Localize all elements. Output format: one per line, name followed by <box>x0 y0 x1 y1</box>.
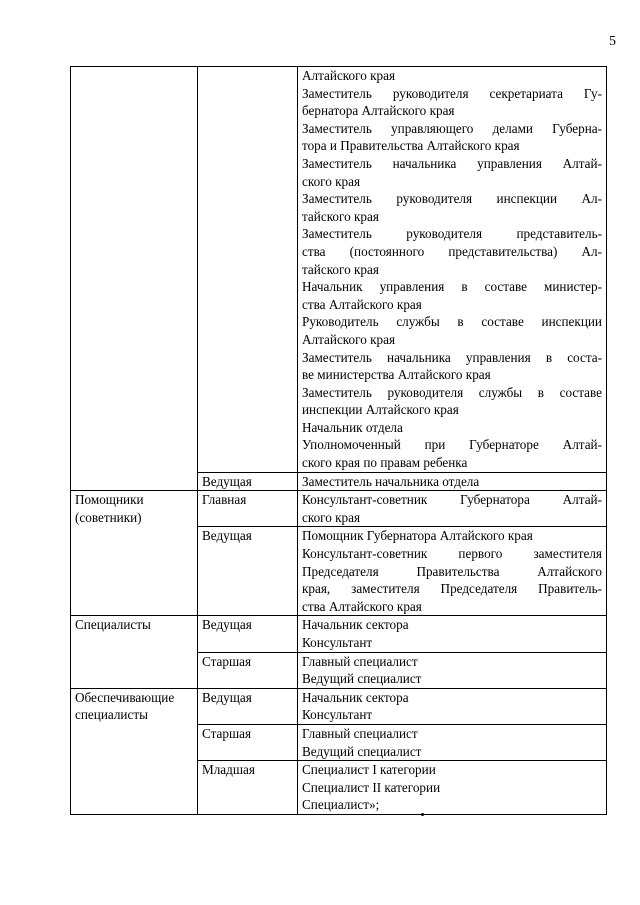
position-line: Заместитель руководителя инспекции Ал- <box>302 191 602 207</box>
category-cell: Ведущая <box>198 688 298 724</box>
group-cell <box>71 67 198 491</box>
category-cell <box>198 67 298 473</box>
category-cell: Главная <box>198 491 298 527</box>
group-cell: Помощники (советники) <box>71 491 198 616</box>
group-cell: Обеспечивающие специалисты <box>71 688 198 814</box>
category-cell: Ведущая <box>198 472 298 491</box>
category-cell: Ведущая <box>198 527 298 616</box>
category-cell: Старшая <box>198 724 298 760</box>
position-line: Заместитель руководителя секретариата Гу- <box>302 85 602 101</box>
position-line: Специалист»; <box>302 797 380 813</box>
position-line: ского края по правам ребенка <box>302 455 468 471</box>
position-line: бернатора Алтайского края <box>302 103 455 119</box>
position-line: Главный специалист <box>302 653 418 669</box>
position-line: Ведущий специалист <box>302 671 422 687</box>
position-line: тайского края <box>302 208 379 224</box>
category-cell: Старшая <box>198 652 298 688</box>
positions-cell <box>298 652 607 688</box>
position-line: края, заместителя Председателя Правитель- <box>302 581 602 597</box>
position-line: ства Алтайского края <box>302 296 422 312</box>
position-line: ства (постоянного представительства) Ал- <box>302 243 602 259</box>
positions-cell <box>298 616 607 652</box>
position-line: Консультант-советник Губернатора Алтай- <box>302 492 602 508</box>
position-line: тора и Правительства Алтайского края <box>302 138 520 154</box>
position-line: Председателя Правительства Алтайского <box>302 563 602 579</box>
position-line: Алтайского края <box>302 68 396 83</box>
category-cell: Ведущая <box>198 616 298 652</box>
position-line: ского края <box>302 509 361 525</box>
position-line: ства Алтайского края <box>302 598 422 614</box>
positions-cell <box>298 527 607 616</box>
positions-cell <box>298 688 607 724</box>
positions-cell <box>298 761 607 815</box>
position-line: Заместитель начальника управления Алтай- <box>302 155 602 171</box>
page-number: 5 <box>609 34 616 49</box>
position-line: Заместитель начальника управления в соста- <box>302 349 602 365</box>
positions-cell <box>298 491 607 527</box>
position-line: Специалист I категории <box>302 762 436 778</box>
position-line: инспекции Алтайского края <box>302 402 459 418</box>
group-cell: Специалисты <box>71 616 198 688</box>
position-line: Заместитель начальника отдела <box>302 473 480 489</box>
position-line: Заместитель руководителя представитель- <box>302 226 602 242</box>
position-line: Консультант-советник первого заместителя <box>302 546 602 562</box>
position-line: Помощник Губернатора Алтайского края <box>302 528 533 544</box>
position-line: Начальник отдела <box>302 419 403 435</box>
position-line: Алтайского края <box>302 331 396 347</box>
position-line: Заместитель управляющего делами Губерна- <box>302 120 602 136</box>
position-line: Уполномоченный при Губернаторе Алтай- <box>302 437 602 453</box>
position-line: Консультант <box>302 707 373 723</box>
positions-table <box>70 66 607 815</box>
position-line: Руководитель службы в составе инспекции <box>302 314 602 330</box>
table-row <box>71 491 607 527</box>
position-line: Ведущий специалист <box>302 743 422 759</box>
position-line: Начальник сектора <box>302 689 409 705</box>
positions-cell <box>298 724 607 760</box>
position-line: Специалист II категории <box>302 779 441 795</box>
category-cell: Младшая <box>198 761 298 815</box>
table-row <box>71 688 607 724</box>
position-line: Начальник сектора <box>302 617 409 633</box>
positions-cell <box>298 67 607 473</box>
table-row <box>71 67 607 473</box>
positions-cell <box>298 472 607 491</box>
position-line: Консультант <box>302 635 373 650</box>
position-line: Начальник управления в составе министер- <box>302 279 602 295</box>
position-line: ского края <box>302 173 361 189</box>
stray-mark <box>421 813 424 816</box>
position-line: тайского края <box>302 261 379 277</box>
position-line: Главный специалист <box>302 725 418 741</box>
table-row <box>71 616 607 652</box>
position-line: Заместитель руководителя службы в составе <box>302 384 602 400</box>
position-line: ве министерства Алтайского края <box>302 367 491 383</box>
